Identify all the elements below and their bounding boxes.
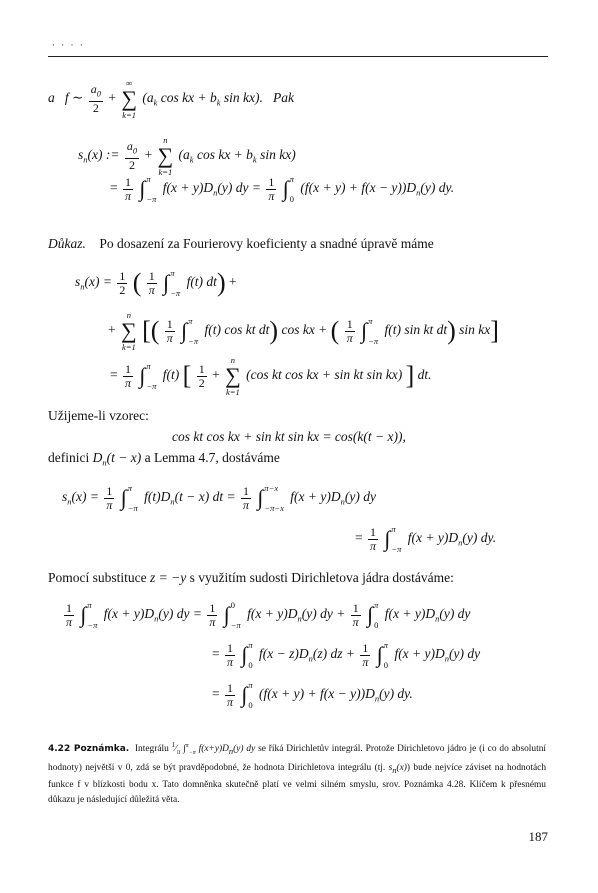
trig-identity: cos kt cos kx + sin kt sin kx = cos(k(t − x)), [172, 429, 406, 444]
page-number: 187 [528, 829, 548, 844]
dirichlet-eq-1: $s_n(x)$ = $\frac{1}{\pi}$ ∫ π −π $f(t)D_n(t - x)$ dt = $\frac{1}{\pi}$ ∫ π−x −π−x $f(x + y)D_n(y)$ dy [62, 483, 376, 513]
theorem-end-line: a f ∼ $\frac{a_0}{2}$ + ∞ ∑ k=1 ($a_k$ cos kx + $b_k$ sin kx). Pak [48, 78, 295, 120]
formula-intro: Užijeme-li vzorec: [48, 408, 149, 423]
proof-text: Po dosazení za Fourierovy koeficienty a snadné úpravě máme [99, 236, 434, 251]
subst-eq-2: = $\frac{1}{\pi}$ ∫ π 0 $f(x - z)D_n(z)$ dz + $\frac{1}{\pi}$ ∫ π 0 $f(x + y)D_n(y)$ dy [212, 640, 481, 670]
text-pomoci-rest: s využitím sudosti Dirichletova jádra dostáváme: [189, 570, 454, 585]
remark-text-1: Integrálu [134, 744, 169, 755]
sn-symbol: s [78, 147, 84, 163]
proof-label: Důkaz. [48, 236, 86, 251]
text-pak: Pak [273, 90, 295, 106]
remark-label: 4.22 Poznámka. [48, 744, 130, 755]
proof-eq-1: $s_n(x)$ = $\frac{1}{2}$ ( $\frac{1}{\pi}$ ∫ π −π f(t) dt) + [75, 268, 237, 298]
proof-eq-2: + n ∑ k=1 [( $\frac{1}{\pi}$ ∫ π −π f(t) cos kt dt) cos kx + ( $\frac{1}{\pi}$ ∫ π −π f(t) sin kt dt) sin kx] [108, 310, 499, 352]
text-definici: definici [48, 450, 90, 465]
proof-eq-3: = $\frac{1}{\pi}$ ∫ π −π f(t) [ $\frac{1}{2}$ + n ∑ k=1 (cos kt cos kx + sin kt sin kx) ] dt. [110, 355, 432, 397]
sn-definition: $s_n(x)$ := $\frac{a_0}{2}$ + n ∑ k=1 ($a_k$ cos kx + $b_k$ sin kx) [78, 135, 296, 177]
substitution-line: Pomocí substituce z = −y s využitím sudosti Dirichletova jádra dostáváme: [48, 570, 454, 585]
remark-text-3: ) bude nejvíce záviset na hodnotách funkce f v blízkosti bodu x. Tato domněnka skutečně platí ve velmi silném smyslu, srov. Poznámka 4.28. Klíčem k přesnému důkazu je následující důležitá věta. [48, 763, 547, 806]
subst-eq-1: $\frac{1}{\pi}$ ∫ π −π $f(x + y)D_n(y)$ dy = $\frac{1}{\pi}$ ∫ 0 −π $f(x + y)D_n(y)$ dy + $\frac{1}{\pi}$ ∫ π 0 $f(x + y)D_n(y)$ dy [65, 600, 471, 630]
text-a: a [48, 90, 55, 106]
sn-integral-form: = $\frac{1}{\pi}$ ∫ π −π $f(x + y)D_n(y)$ dy = $\frac{1}{\pi}$ ∫ π 0 $(f(x + y) + f(x - y))D_n(y)$ dy. [110, 174, 455, 204]
subst-eq-3: = $\frac{1}{\pi}$ ∫ π 0 $(f(x + y) + f(x - y))D_n(y)$ dy. [212, 680, 413, 710]
text-definici-rest: a Lemma 4.7, dostáváme [144, 450, 280, 465]
header-rule [48, 56, 548, 57]
remark-text-2: se říká Dirichletův integrál. Protože Dirichletovo jádro je (i co do absolutní hodnoty) největší v 0, zdá se být pravděpodobné, že hodnota Dirichletova integrálu (tj. [48, 744, 546, 774]
dirichlet-eq-2: = $\frac{1}{\pi}$ ∫ π −π $f(x + y)D_n(y)$ dy. [355, 524, 497, 554]
definition-line: definici $D_n(t - x)$ a Lemma 4.7, dostáváme [48, 450, 280, 468]
text-pomoci: Pomocí substituce [48, 570, 147, 585]
running-header: · · · · [52, 40, 85, 50]
proof-line [48, 236, 434, 252]
remark-4-22: 4.22 Poznámka. Integrálu $^1⁄_\pi$ ∫$^\pi_{-\pi}$ $f(x+y)D_n(y)$ dy se říká Dirichletův integrál. Protože Dirichletovo jádro je (i co do absolutní hodnoty) největší v 0, zdá se být pravděpodobné, že hodnota Dirichletova integrálu (tj. $s_n(x)$) bude nejvíce záviset na hodnotách funkce f v blízkosti bodu x. Tato domněnka skutečně platí ve velmi silném smyslu, srov. Poznámka 4.28. Klíčem k přesnému důkazu je následující důležitá věta. [48, 741, 547, 806]
